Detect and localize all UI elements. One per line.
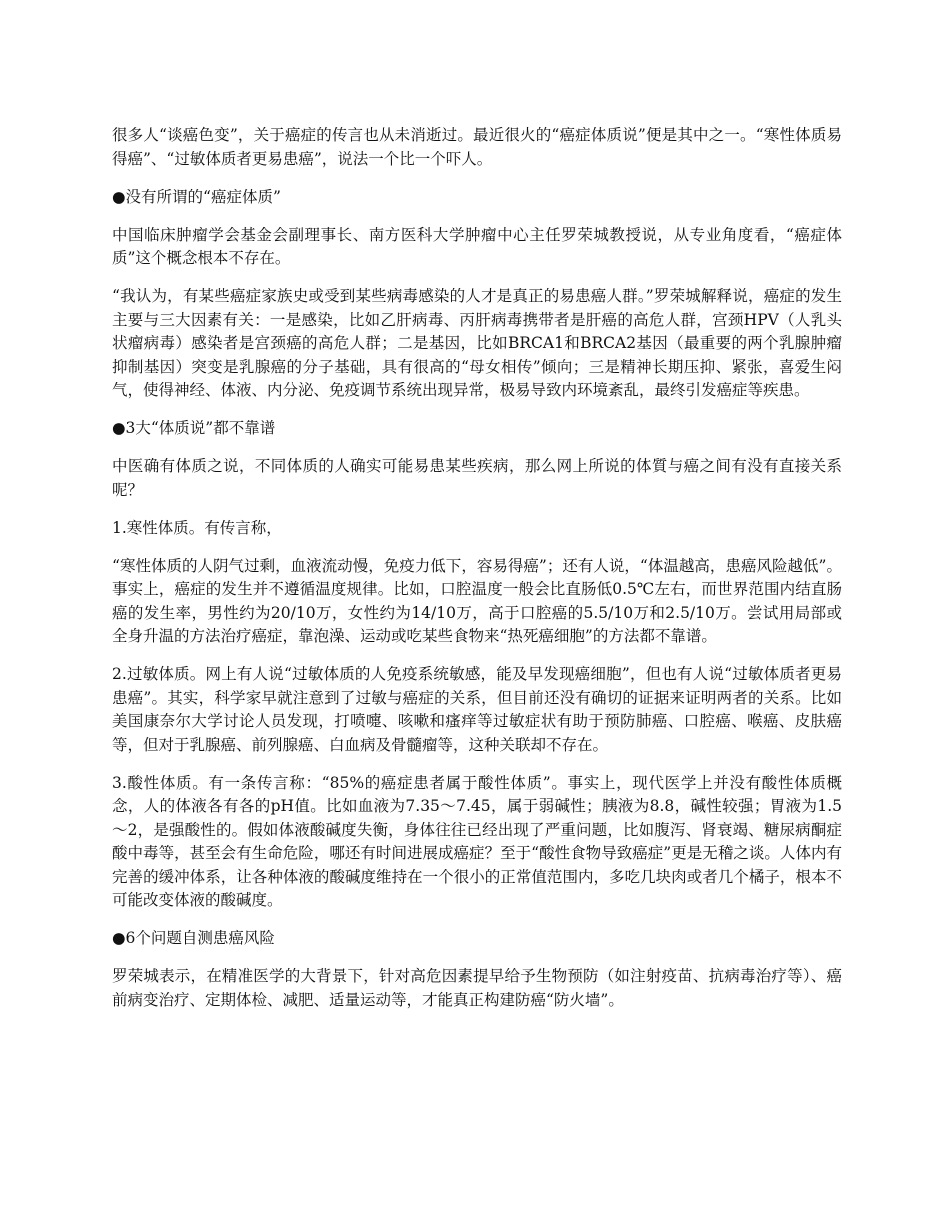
- document-body: [112, 124, 842, 1027]
- paragraph-expert-statement: 中国临床肿瘤学会基金会副理事长、南方医科大学肿瘤中心主任罗荣城教授说，从专业角度看，“癌症体质”这个概念根本不存在。: [112, 225, 842, 267]
- paragraph-intro: 很多人“谈癌色变”，关于癌症的传言也从未消逝过。最近很火的“癌症体质说”便是其中之一。“寒性体质易得癌”、“过敏体质者更易患癌”，说法一个比一个吓人。: [112, 126, 842, 168]
- paragraph-acidic-constitution: 3.酸性体质。有一条传言称：“85%的癌症患者属于酸性体质”。事实上，现代医学上并没有酸性体质概念，人的体液各有各的pH值。比如血液为7.35～7.45，属于弱碱性；胰液为8.8，碱性较强；胃液为1.5～2，是强酸性的。假如体液酸碱度失衡，身体往往已经出现了严重问题，比如腹泻、肾衰竭、糖尿病酮症酸中毒等，甚至会有生命危险，哪还有时间进展成癌症？至于“酸性食物导致癌症”更是无稽之谈。人体内有完善的缓冲体系，让各种体液的酸碱度维持在一个很小的正常值范围内，多吃几块肉或者几个橘子，根本不可能改变体液的酸碱度。: [112, 773, 842, 909]
- section-heading-three-theories: ●3大“体质说”都不靠谱: [112, 419, 276, 437]
- paragraph-three-factors: “我认为，有某些癌症家族史或受到某些病毒感染的人才是真正的易患癌人群。”罗荣城解释说，癌症的发生主要与三大因素有关：一是感染，比如乙肝病毒、丙肝病毒携带者是肝癌的高危人群，宫颈HPV（人乳头状瘤病毒）感染者是宫颈癌的高危人群；二是基因，比如BRCA1和BRCA2基因（最重要的两个乳腺肿瘤抑制基因）突变是乳腺癌的分子基础，具有很高的“母女相传”倾向；三是精神长期压抑、紧张，喜爱生闷气，使得神经、体液、内分泌、免疫调节系统出现异常，极易导致内环境紊乱，最终引发癌症等疾患。: [112, 287, 842, 399]
- section-heading-no-cancer-constitution: ●没有所谓的“癌症体质”: [112, 187, 281, 206]
- paragraph-allergic-constitution: 2.过敏体质。网上有人说“过敏体质的人免疫系统敏感，能及早发现癌细胞”，但也有人说“过敏体质者更易患癌”。其实，科学家早就注意到了过敏与癌症的关系，但目前还没有确切的证据来证明两者的关系。比如美国康奈尔大学讨论人员发现，打喷嚏、咳嗽和瘙痒等过敏症状有助于预防肺癌、口腔癌、喉癌、皮肤癌等，但对于乳腺癌、前列腺癌、白血病及骨髓瘤等，这种关联却不存在。: [112, 665, 842, 754]
- paragraph-cold-constitution-title: 1.寒性体质。有传言称，: [112, 518, 282, 537]
- section-heading-self-test: ●6个问题自测患癌风险: [112, 929, 275, 947]
- paragraph-cold-constitution: “寒性体质的人阴气过剩，血液流动慢，免疫力低下，容易得癌”；还有人说，“体温越高，患癌风险越低”。事实上，癌症的发生并不遵循温度规律。比如，口腔温度一般会比直肠低0.5℃左右，而世界范围内结直肠癌的发生率，男性约为20/10万，女性约为14/10万，高于口腔癌的5.5/10万和2.5/10万。尝试用局部或全身升温的方法治疗癌症，靠泡澡、运动或吃某些食物来“热死癌细胞”的方法都不靠谱。: [112, 556, 842, 645]
- paragraph-tcm-question: 中医确有体质之说，不同体质的人确实可能易患某些疾病，那么网上所说的体質与癌之间有没有直接关系呢？: [112, 457, 842, 499]
- paragraph-prevention: 罗荣城表示，在精准医学的大背景下，针对高危因素提早给予生物预防（如注射疫苗、抗病毒治疗等）、癌前病变治疗、定期体检、减肥、适量运动等，才能真正构建防癌“防火墙”。: [112, 967, 842, 1009]
